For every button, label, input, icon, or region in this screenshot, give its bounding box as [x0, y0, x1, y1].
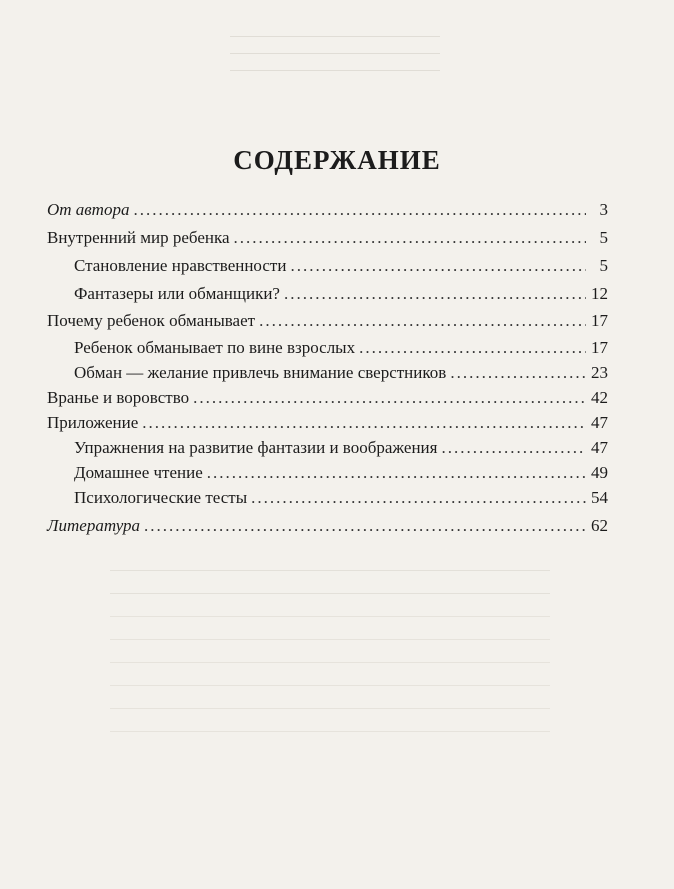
toc-entry-label: Внутренний мир ребенка — [47, 228, 230, 247]
toc-entry-label: Домашнее чтение — [74, 463, 203, 482]
toc-entry[interactable] — [74, 488, 608, 510]
toc-entry-page: 23 — [591, 363, 608, 382]
toc-entry-label: Литература — [47, 516, 141, 535]
toc-entry-label: Приложение — [47, 413, 139, 432]
toc-entry-label: Становление нравственности — [74, 256, 287, 275]
toc-entry[interactable] — [47, 388, 608, 410]
toc-entry-page: 3 — [599, 200, 608, 219]
toc-entry-page: 5 — [599, 228, 608, 247]
toc-entry-label: Вранье и воровство — [47, 388, 190, 407]
toc-entry-label: Упражнения на развитие фантазии и воображения — [74, 438, 438, 457]
dot-leader — [142, 413, 586, 433]
toc-entry-label: Фантазеры или обманщики? — [74, 284, 280, 303]
toc-entry-page: 17 — [591, 311, 608, 330]
toc-entry-label: Обман — желание привлечь внимание сверстников — [74, 363, 447, 382]
toc-entry-page: 47 — [591, 413, 608, 432]
toc-entry[interactable] — [74, 363, 608, 385]
show-through-decoration — [230, 30, 440, 90]
toc-entry[interactable] — [47, 311, 608, 333]
toc-entry[interactable] — [47, 228, 608, 250]
dot-leader — [259, 311, 586, 331]
show-through-decoration-lower — [110, 560, 550, 860]
toc-entry-page: 5 — [599, 256, 608, 275]
toc-entry-page: 54 — [591, 488, 608, 507]
toc-entry-page: 47 — [591, 438, 608, 457]
dot-leader — [290, 256, 586, 276]
toc-entry[interactable] — [74, 256, 608, 278]
toc-entry[interactable] — [74, 338, 608, 360]
dot-leader — [359, 338, 586, 358]
toc-entry[interactable] — [47, 516, 608, 538]
dot-leader — [284, 284, 586, 304]
dot-leader — [144, 516, 586, 536]
dot-leader — [450, 363, 586, 383]
toc-entry[interactable] — [47, 200, 608, 222]
toc-entry-label: Ребенок обманывает по вине взрослых — [74, 338, 356, 357]
toc-entry-label: От автора — [47, 200, 130, 219]
toc-entry-page: 42 — [591, 388, 608, 407]
toc-entry-label: Почему ребенок обманывает — [47, 311, 256, 330]
dot-leader — [193, 388, 586, 408]
toc-entry-page: 17 — [591, 338, 608, 357]
dot-leader — [234, 228, 586, 248]
toc-entry-page: 62 — [591, 516, 608, 535]
dot-leader — [441, 438, 586, 458]
toc-entry-label: Психологические тесты — [74, 488, 248, 507]
dot-leader — [133, 200, 586, 220]
toc-heading: СОДЕРЖАНИЕ — [233, 145, 441, 175]
dot-leader — [207, 463, 586, 483]
toc-entry[interactable] — [74, 284, 608, 306]
toc-entry-page: 12 — [591, 284, 608, 303]
toc-entry[interactable] — [74, 438, 608, 460]
toc-entry-page: 49 — [591, 463, 608, 482]
dot-leader — [251, 488, 586, 508]
toc-entry[interactable] — [47, 413, 608, 435]
toc-entry[interactable] — [74, 463, 608, 485]
